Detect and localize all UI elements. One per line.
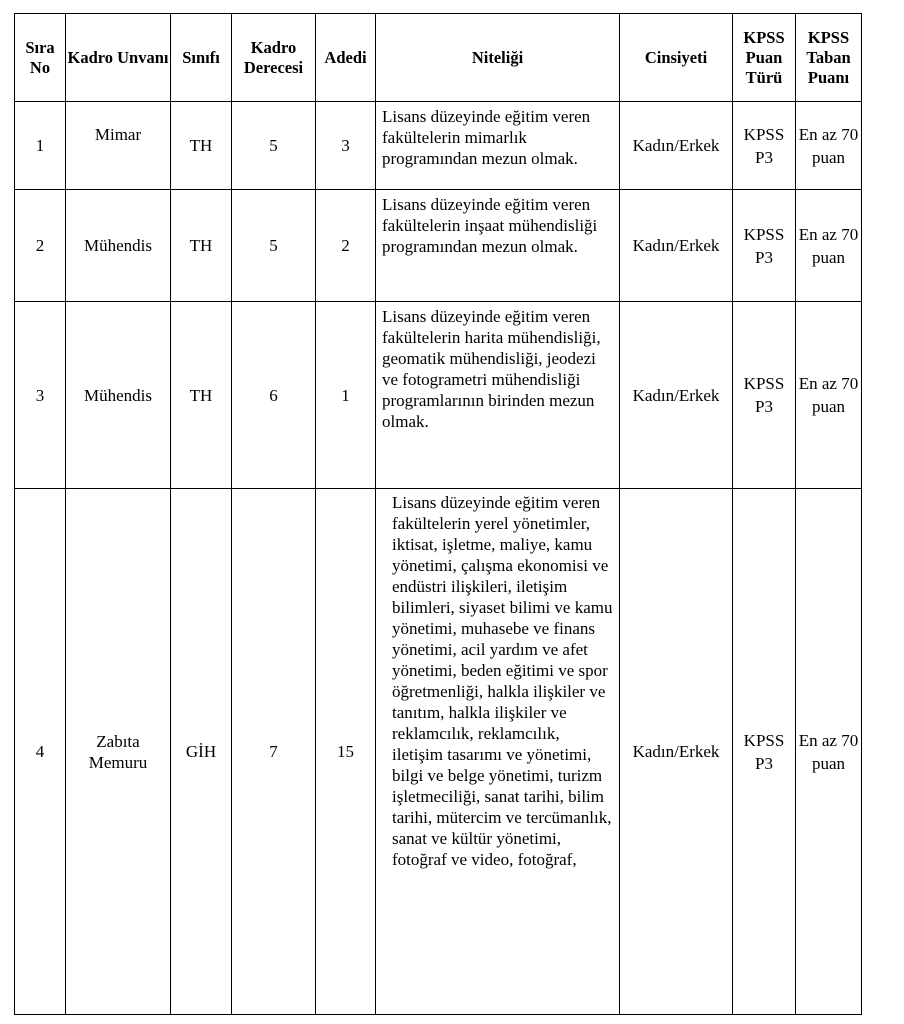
cell-unvan: Mühendis: [66, 302, 171, 489]
table-row: [15, 302, 862, 489]
header-row: [15, 14, 862, 102]
header-kadro-derecesi: Kadro Derecesi: [232, 14, 316, 102]
table-row: [15, 489, 862, 1015]
kadro-table: [14, 13, 862, 1015]
header-kpss-puan-turu: KPSS Puan Türü: [733, 14, 796, 102]
cell-derece: 5: [232, 190, 316, 302]
cell-sinif: TH: [171, 302, 232, 489]
cell-taban: En az 70 puan: [796, 489, 862, 1015]
cell-unvan: Mimar: [66, 102, 171, 190]
cell-cinsiyet: Kadın/Erkek: [620, 302, 733, 489]
cell-sira: 4: [15, 489, 66, 1015]
cell-taban: En az 70 puan: [796, 102, 862, 190]
header-adedi: Adedi: [316, 14, 376, 102]
header-kadro-unvani: Kadro Unvanı: [66, 14, 171, 102]
cell-taban: En az 70 puan: [796, 302, 862, 489]
cell-derece: 6: [232, 302, 316, 489]
cell-adet: 3: [316, 102, 376, 190]
header-sira: Sıra No: [15, 14, 66, 102]
header-kpss-taban-puani: KPSS Taban Puanı: [796, 14, 862, 102]
cell-nitelik: Lisans düzeyinde eğitim veren fakültelerin harita mühendisliği, geomatik mühendisliği, jeodezi ve fotogrametri mühendisliği programlarının birinden mezun olmak.: [376, 302, 620, 489]
table-row: [15, 190, 862, 302]
cell-unvan: Mühendis: [66, 190, 171, 302]
cell-unvan: Zabıta Memuru: [66, 489, 171, 1015]
header-sinifi: Sınıfı: [171, 14, 232, 102]
cell-sinif: TH: [171, 190, 232, 302]
cell-adet: 2: [316, 190, 376, 302]
cell-adet: 15: [316, 489, 376, 1015]
cell-sira: 3: [15, 302, 66, 489]
cell-adet: 1: [316, 302, 376, 489]
cell-nitelik: Lisans düzeyinde eğitim veren fakültelerin yerel yönetimler, iktisat, işletme, maliye, kamu yönetimi, çalışma ekonomisi ve endüstri ilişkileri, iletişim bilimleri, siyaset bilimi ve kamu yönetimi, muhasebe ve finans yönetimi, acil yardım ve afet yönetimi, beden eğitimi ve spor öğretmenliği, halkla ilişkiler ve tanıtım, halkla ilişkiler ve reklamcılık, reklamcılık, iletişim tasarımı ve yönetimi, bilgi ve belge yönetimi, turizm işletmeciliği, sanat tarihi, bilim tarihi, mütercim ve tercümanlık, sanat ve kültür yönetimi, fotoğraf ve video, fotoğraf,: [376, 489, 620, 1015]
cell-cinsiyet: Kadın/Erkek: [620, 102, 733, 190]
cell-sira: 2: [15, 190, 66, 302]
cell-sira: 1: [15, 102, 66, 190]
cell-nitelik: Lisans düzeyinde eğitim veren fakültelerin mimarlık programından mezun olmak.: [376, 102, 620, 190]
cell-cinsiyet: Kadın/Erkek: [620, 489, 733, 1015]
cell-taban: En az 70 puan: [796, 190, 862, 302]
cell-puan-turu: KPSS P3: [733, 489, 796, 1015]
cell-nitelik: Lisans düzeyinde eğitim veren fakültelerin inşaat mühendisliği programından mezun olmak.: [376, 190, 620, 302]
cell-puan-turu: KPSS P3: [733, 102, 796, 190]
cell-cinsiyet: Kadın/Erkek: [620, 190, 733, 302]
cell-puan-turu: KPSS P3: [733, 190, 796, 302]
table-row: [15, 102, 862, 190]
cell-derece: 7: [232, 489, 316, 1015]
cell-derece: 5: [232, 102, 316, 190]
header-cinsiyeti: Cinsiyeti: [620, 14, 733, 102]
cell-sinif: TH: [171, 102, 232, 190]
cell-puan-turu: KPSS P3: [733, 302, 796, 489]
header-niteligi: Niteliği: [376, 14, 620, 102]
cell-sinif: GİH: [171, 489, 232, 1015]
